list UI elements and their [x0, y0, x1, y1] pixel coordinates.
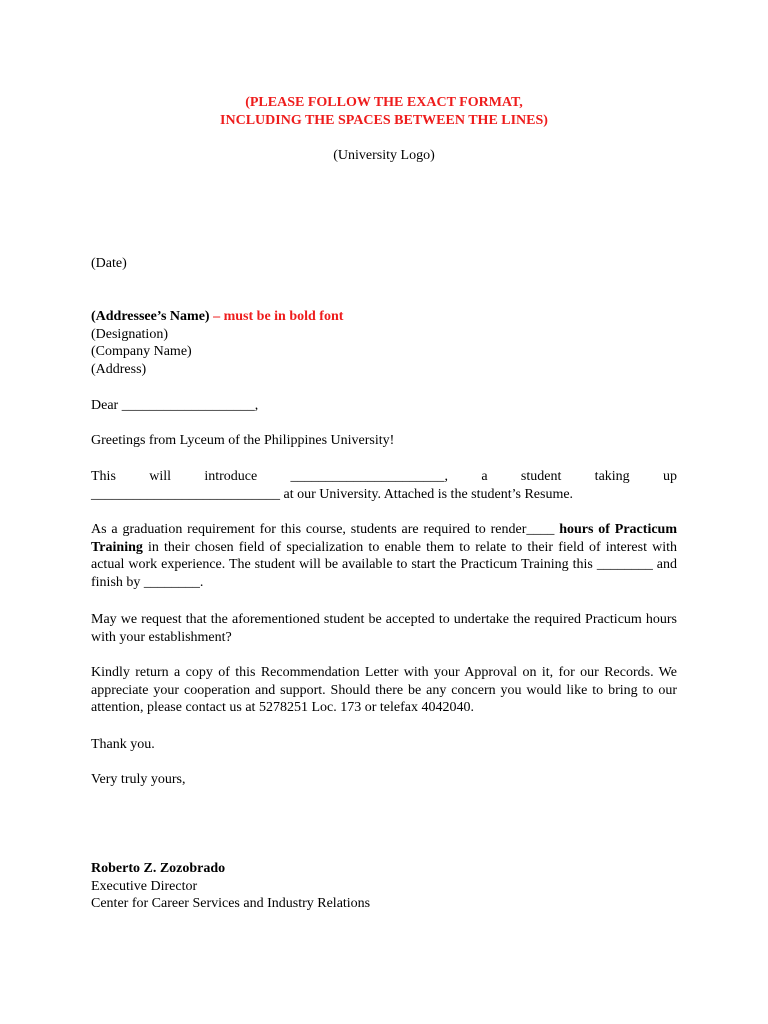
thank-you: Thank you. [91, 737, 155, 752]
addressee-name: (Addressee’s Name) [91, 309, 210, 324]
addressee-name-line [91, 308, 677, 326]
signatory-name: Roberto Z. Zozobrado [91, 861, 226, 876]
salutation: Dear ___________________, [91, 398, 259, 413]
signatory-office: Center for Career Services and Industry Relations [91, 896, 371, 911]
signatory-title: Executive Director [91, 878, 198, 894]
format-notice [0, 94, 768, 129]
requirement-practicum-hours: hours of Practicum Training [91, 522, 677, 555]
addressee-designation: (Designation) [91, 326, 168, 342]
intro-line-1: This will introduce ______________________, a student taking up [91, 469, 677, 484]
university-logo-placeholder: (University Logo) [333, 148, 435, 163]
addressee-block [91, 308, 677, 378]
requirement-paragraph [91, 521, 677, 591]
date-placeholder: (Date) [91, 256, 127, 271]
signature-block [91, 860, 677, 913]
requirement-text-1: As a graduation requirement for this course, students are required to render____ [91, 522, 560, 537]
greeting: Greetings from Lyceum of the Philippines University! [91, 433, 395, 448]
requirement-text-2: in their chosen field of specialization to enable them to relate to their field of interest with actual work experience. The student will be available to start the Practicum Training this ________ and finish by ________. [91, 539, 677, 590]
addressee-company: (Company Name) [91, 344, 192, 359]
closing-paragraph: Kindly return a copy of this Recommendation Letter with your Approval on it, for our Records. We appreciate your cooperation and support. Should there be any concern you would like to bring to our attention, please contact us at 5278251 Loc. 173 or telefax 4042040. [91, 665, 677, 715]
intro-line-2: ___________________________ at our University. Attached is the student’s Resume. [91, 486, 574, 502]
valediction: Very truly yours, [91, 772, 186, 787]
format-notice-line-1: (PLEASE FOLLOW THE EXACT FORMAT, [245, 95, 523, 110]
addressee-address: (Address) [91, 361, 147, 377]
format-notice-line-2: INCLUDING THE SPACES BETWEEN THE LINES) [220, 112, 548, 128]
addressee-name-note: – must be in bold font [209, 309, 344, 324]
request-paragraph: May we request that the aforementioned student be accepted to undertake the required Practicum hours with your establishment? [91, 612, 677, 645]
intro-paragraph [91, 468, 677, 503]
